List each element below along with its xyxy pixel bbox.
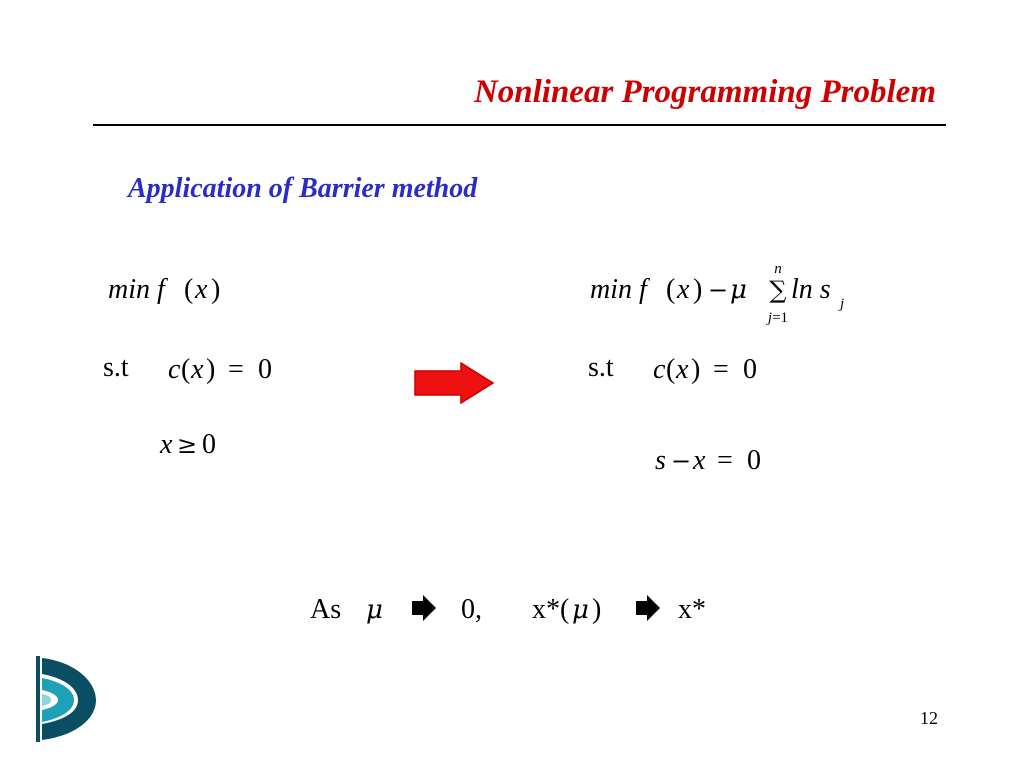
svg-text:=: = bbox=[713, 354, 729, 385]
svg-text:n: n bbox=[774, 261, 782, 277]
svg-text:): ) bbox=[206, 354, 216, 385]
limit-statement bbox=[310, 590, 730, 630]
svg-text:=: = bbox=[228, 354, 244, 385]
right-constraint-slack bbox=[655, 441, 785, 481]
svg-text:∑: ∑ bbox=[769, 276, 787, 304]
svg-text:(: ( bbox=[184, 274, 194, 305]
svg-text:0: 0 bbox=[258, 354, 272, 385]
title-divider bbox=[93, 124, 946, 126]
left-st-label: s.t bbox=[103, 352, 129, 383]
svg-text:=: = bbox=[717, 445, 733, 476]
svg-text:x*(: x*( bbox=[532, 594, 570, 625]
right-constraint-eq bbox=[653, 350, 773, 390]
svg-text:x: x bbox=[195, 274, 208, 305]
svg-text:x: x bbox=[676, 354, 689, 385]
page-number: 12 bbox=[920, 708, 938, 728]
svg-text:min f: min f bbox=[108, 274, 165, 305]
bold-right-arrow-icon bbox=[636, 595, 660, 621]
svg-text:≥: ≥ bbox=[177, 431, 198, 459]
right-arrow-icon bbox=[413, 362, 495, 409]
svg-text:x: x bbox=[191, 354, 204, 385]
svg-text:(: ( bbox=[666, 274, 676, 305]
right-objective bbox=[590, 258, 860, 330]
svg-text:−: − bbox=[708, 276, 729, 304]
svg-text:min f: min f bbox=[590, 274, 647, 305]
svg-text:x: x bbox=[693, 445, 706, 476]
right-st-label: s.t bbox=[588, 352, 614, 383]
left-constraint-ineq bbox=[160, 425, 230, 465]
svg-text:0,: 0, bbox=[461, 594, 482, 625]
svg-text:μ: μ bbox=[366, 595, 383, 625]
left-constraint-eq bbox=[168, 350, 288, 390]
company-logo bbox=[36, 654, 100, 747]
svg-text:μ: μ bbox=[572, 595, 589, 625]
svg-text:(: ( bbox=[666, 354, 676, 385]
svg-text:j: j bbox=[840, 296, 845, 312]
svg-text:0: 0 bbox=[743, 354, 757, 385]
svg-text:c: c bbox=[653, 354, 666, 385]
svg-text:c: c bbox=[168, 354, 181, 385]
svg-text:μ: μ bbox=[730, 275, 747, 305]
svg-text:): ) bbox=[592, 594, 602, 625]
svg-text:): ) bbox=[691, 354, 701, 385]
slide-title: Nonlinear Programming Problem bbox=[473, 74, 936, 110]
svg-text:0: 0 bbox=[747, 445, 761, 476]
svg-text:s: s bbox=[655, 445, 666, 476]
svg-text:(: ( bbox=[181, 354, 191, 385]
svg-text:−: − bbox=[671, 447, 692, 475]
svg-text:x: x bbox=[677, 274, 690, 305]
bold-right-arrow-icon bbox=[412, 595, 436, 621]
svg-text:As: As bbox=[310, 594, 342, 625]
svg-text:x*: x* bbox=[678, 594, 706, 625]
svg-text:ln s: ln s bbox=[791, 274, 831, 305]
svg-text:x: x bbox=[160, 429, 173, 460]
left-objective bbox=[108, 270, 248, 310]
svg-text:j=1: j=1 bbox=[767, 310, 789, 326]
slide-subtitle: Application of Barrier method bbox=[128, 173, 478, 204]
svg-text:): ) bbox=[693, 274, 703, 305]
svg-text:0: 0 bbox=[202, 429, 216, 460]
svg-text:): ) bbox=[211, 274, 221, 305]
